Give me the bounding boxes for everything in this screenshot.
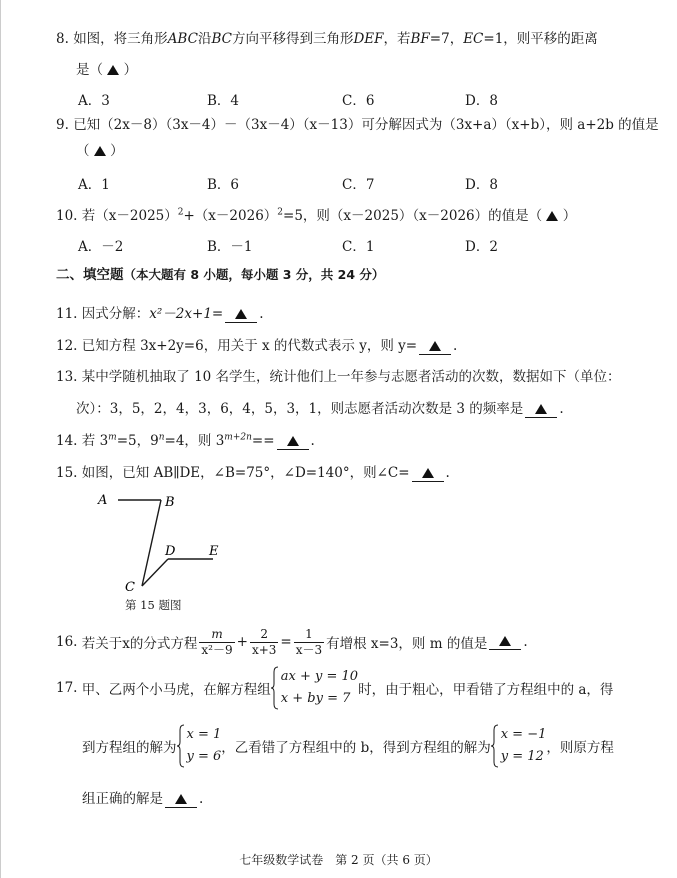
segment-cd xyxy=(142,559,168,586)
text: =4，则 3 xyxy=(164,433,225,449)
text: 某中学随机抽取了 10 名学生，统计他们上一年参与志愿者活动的次数，数据如下（单位： xyxy=(81,369,621,385)
text: = xyxy=(280,634,292,650)
question-9-line1 xyxy=(56,113,659,133)
text: == xyxy=(251,433,275,449)
section-2-heading xyxy=(56,263,384,283)
triangle-icon xyxy=(107,65,119,75)
question-number: 15. xyxy=(56,465,78,481)
text: ，若 xyxy=(383,31,411,47)
question-number: 12. xyxy=(56,338,78,354)
question-12 xyxy=(56,334,457,355)
text: 若 3 xyxy=(81,433,109,449)
question-number: 14. xyxy=(56,433,78,449)
option-a: A．1 xyxy=(78,177,110,193)
triangle-icon xyxy=(535,404,547,414)
segment-bc xyxy=(142,500,161,586)
math-var: BF xyxy=(410,31,430,47)
text: ，乙看错了方程组中的 b，得到方程组的解为 xyxy=(221,740,491,756)
question-17-line1 xyxy=(56,664,613,712)
figure-caption: 第 15 题图 xyxy=(125,598,182,612)
equation-system xyxy=(271,666,358,710)
section-title: 二、填空题 xyxy=(56,267,124,283)
text: +（x－2026） xyxy=(183,208,278,224)
question-16 xyxy=(56,624,528,660)
equation-row: y = 12 xyxy=(500,749,544,764)
option-d: D．2 xyxy=(465,239,498,255)
text: ） xyxy=(110,143,124,159)
text: . xyxy=(310,433,315,449)
question-13-line2 xyxy=(76,397,564,418)
denominator: x²－9 xyxy=(201,642,233,657)
question-number: 10. xyxy=(56,208,78,224)
text: 若（x－2025） xyxy=(81,208,178,224)
question-8-line2 xyxy=(76,58,137,78)
option-d: D．8 xyxy=(465,177,498,193)
option-b: B．4 xyxy=(207,93,240,109)
text: . xyxy=(445,465,450,481)
triangle-icon xyxy=(429,341,441,351)
solution-system-2 xyxy=(491,724,547,768)
text: . xyxy=(523,634,528,650)
numerator: 2 xyxy=(250,627,278,643)
text: =1，则平移的距离 xyxy=(483,31,598,47)
text: 组正确的解是 xyxy=(82,791,163,807)
label-a: A xyxy=(98,493,108,508)
answer-blank[interactable] xyxy=(277,434,309,450)
label-e: E xyxy=(209,544,219,559)
triangle-icon xyxy=(235,309,247,319)
question-15 xyxy=(56,461,450,482)
equation-row: x = 1 xyxy=(186,727,222,742)
text: 甲、乙两个小马虎，在解方程组 xyxy=(81,682,271,698)
math-expr: x²－2x+1= xyxy=(149,306,224,322)
figure-15 xyxy=(95,488,235,593)
math-var: ABC xyxy=(167,31,198,47)
page-footer: 七年级数学试卷 第 2 页（共 6 页） xyxy=(239,853,438,867)
answer-blank[interactable] xyxy=(412,466,444,482)
question-10-line1 xyxy=(56,204,576,224)
text: 已知方程 3x+2y=6，用关于 x 的代数式表示 y，则 y= xyxy=(81,338,418,354)
label-d: D xyxy=(165,544,176,559)
text: 如图，将三角形 xyxy=(73,31,168,47)
brace-icon xyxy=(271,666,279,710)
fraction-2 xyxy=(250,627,278,658)
triangle-icon xyxy=(94,146,106,156)
math-var: DEF xyxy=(353,31,384,47)
question-17-line3 xyxy=(82,787,203,808)
numerator: 1 xyxy=(294,627,324,643)
text: 有增根 x=3，则 m 的值是 xyxy=(326,636,488,652)
text: =7， xyxy=(429,31,464,47)
triangle-icon xyxy=(499,636,511,646)
option-c: C．6 xyxy=(342,93,375,109)
question-number: 8. xyxy=(56,31,69,47)
triangle-icon xyxy=(175,794,187,804)
question-number: 9. xyxy=(56,117,69,133)
text: 次）：3，5，2，4，3，6，4，5，3，1，则志愿者活动次数是 3 的频率是 xyxy=(76,401,524,417)
option-c: C．7 xyxy=(342,177,375,193)
equation-row: y = 6 xyxy=(186,749,222,764)
equation-row: x = −1 xyxy=(500,727,547,742)
option-c: C．1 xyxy=(342,239,375,255)
superscript: m xyxy=(108,432,117,443)
question-17-line2 xyxy=(82,722,614,770)
brace-icon xyxy=(491,724,499,768)
text: （ xyxy=(76,143,90,159)
math-var: EC xyxy=(463,31,484,47)
text: 是（ xyxy=(76,62,103,78)
text: ） xyxy=(562,208,577,224)
text: =5，则（x－2025）（x－2026）的值是（ xyxy=(283,208,543,224)
question-text: 已知（2x－8）（3x－4）－（3x－4）（x－13）可分解因式为（3x+a）（x+b），则 a+2b 的值是 xyxy=(73,117,659,133)
answer-blank[interactable] xyxy=(225,307,257,323)
question-number: 16. xyxy=(56,634,78,650)
text: + xyxy=(236,634,248,650)
text: 如图，已知 AB∥DE，∠B=75°，∠D=140°，则∠C= xyxy=(81,465,410,481)
text: 因式分解： xyxy=(81,306,150,322)
answer-blank[interactable] xyxy=(489,634,521,650)
option-d: D．8 xyxy=(465,93,498,109)
question-9-line2 xyxy=(76,139,124,159)
answer-blank[interactable] xyxy=(525,402,557,418)
superscript: n xyxy=(158,432,165,443)
option-a: A．3 xyxy=(78,93,110,109)
text: 若关于x的分式方程 xyxy=(81,636,198,652)
page-edge xyxy=(0,0,1,878)
question-number: 13. xyxy=(56,369,78,385)
equation-row: x + by = 7 xyxy=(280,691,351,706)
option-b: B．－1 xyxy=(207,239,253,255)
equation-row: ax + y = 10 xyxy=(280,669,359,684)
question-number: 17. xyxy=(56,680,78,696)
label-c: C xyxy=(125,580,135,593)
text: . xyxy=(559,401,564,417)
option-a: A．－2 xyxy=(78,239,124,255)
solution-system-1 xyxy=(177,724,222,768)
text: . xyxy=(199,791,204,807)
answer-blank[interactable] xyxy=(165,792,197,808)
superscript: 2 xyxy=(277,207,284,218)
text: 方向平移得到三角形 xyxy=(231,31,354,47)
text: =5，9 xyxy=(116,433,159,449)
text: ，则原方程 xyxy=(546,740,614,756)
brace-icon xyxy=(177,724,185,768)
question-number: 11. xyxy=(56,306,78,322)
triangle-icon xyxy=(546,211,558,221)
question-13-line1 xyxy=(56,365,621,385)
math-var: BC xyxy=(211,31,232,47)
text: ） xyxy=(123,62,138,78)
option-b: B．6 xyxy=(207,177,240,193)
denominator: x－3 xyxy=(295,642,323,657)
fraction-3 xyxy=(294,627,324,658)
text: . xyxy=(453,338,458,354)
triangle-icon xyxy=(422,468,434,478)
text: 到方程组的解为 xyxy=(82,740,177,756)
text: 沿 xyxy=(197,31,212,47)
numerator: m xyxy=(199,627,234,643)
question-14 xyxy=(56,429,315,450)
text: . xyxy=(259,306,264,322)
superscript: 2 xyxy=(177,207,184,218)
triangle-icon xyxy=(287,436,299,446)
superscript: m+2n xyxy=(224,432,252,443)
label-b: B xyxy=(165,495,175,510)
text: 时，由于粗心，甲看错了方程组中的 a，得 xyxy=(358,682,614,698)
question-11 xyxy=(56,302,264,323)
fraction-1 xyxy=(199,627,234,658)
question-8-line1 xyxy=(56,27,598,47)
denominator: x+3 xyxy=(251,642,277,657)
section-note: （本大题有 8 小题，每小题 3 分，共 24 分） xyxy=(123,267,385,282)
answer-blank[interactable] xyxy=(419,339,451,355)
